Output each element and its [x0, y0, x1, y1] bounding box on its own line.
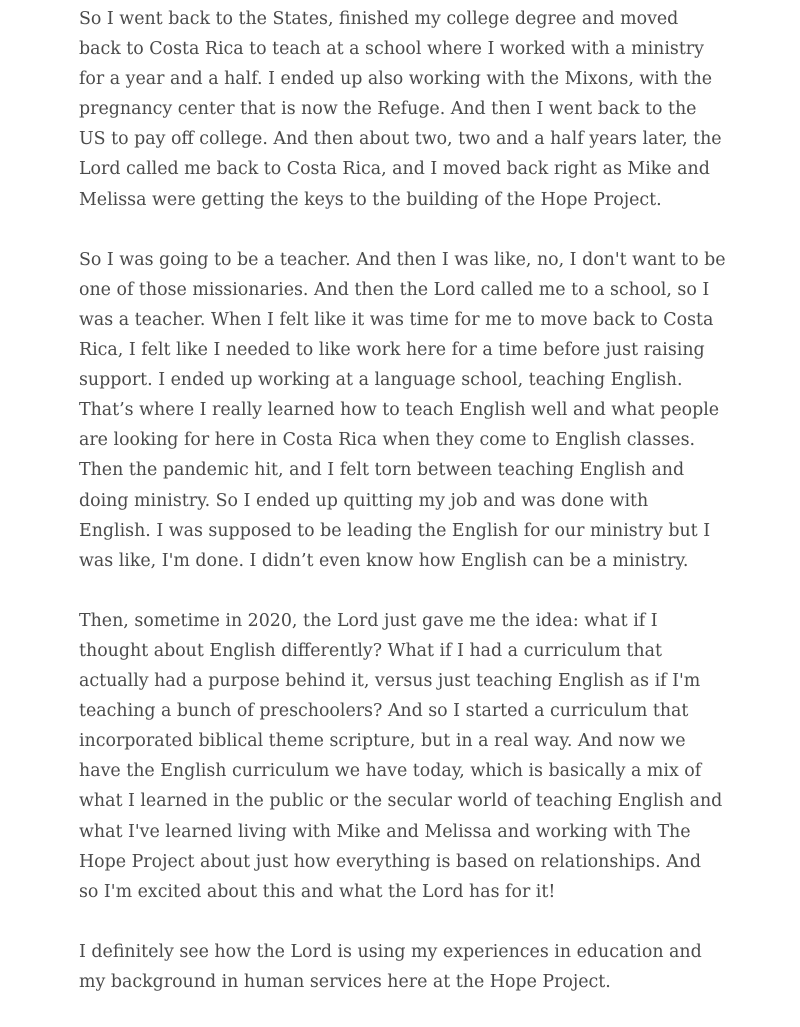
text-line: support. I ended up working at a language school, teaching English.: [79, 370, 683, 391]
document-body: [79, 4, 729, 1027]
text-line: actually had a purpose behind it, versus just teaching English as if I'm: [79, 671, 701, 692]
text-line: That’s where I really learned how to teach English well and what people: [79, 400, 720, 421]
text-line: was a teacher. When I felt like it was time for me to move back to Costa: [79, 309, 714, 330]
text-line: what I learned in the public or the secular world of teaching English and: [79, 791, 723, 812]
text-line: for a year and a half. I ended up also working with the Mixons, with the: [79, 69, 713, 90]
text-line: teaching a bunch of preschoolers? And so I started a curriculum that: [79, 701, 689, 722]
text-line: Then, sometime in 2020, the Lord just gave me the idea: what if I: [79, 610, 658, 631]
text-line: are looking for here in Costa Rica when they come to English classes.: [79, 430, 696, 451]
text-line: English. I was supposed to be leading the English for our ministry but I: [79, 520, 711, 541]
text-line: have the English curriculum we have today, which is basically a mix of: [79, 761, 702, 782]
text-line: back to Costa Rica to teach at a school where I worked with a ministry: [79, 39, 704, 60]
text-line: incorporated biblical theme scripture, but in a real way. And now we: [79, 731, 686, 752]
text-line: thought about English differently? What if I had a curriculum that: [79, 640, 662, 661]
text-line: pregnancy center that is now the Refuge. And then I went back to the: [79, 99, 697, 120]
text-line: Hope Project about just how everything is based on relationships. And: [79, 851, 702, 872]
text-line: was like, I'm done. I didn’t even know how English can be a ministry.: [79, 550, 689, 571]
text-line: US to pay off college. And then about two, two and a half years later, the: [79, 129, 722, 150]
paragraph-return-to-costa-rica: [79, 4, 729, 215]
paragraph-conclusion: [79, 937, 729, 997]
text-line: Rica, I felt like I needed to like work here for a time before just raising: [79, 340, 705, 361]
text-line: Melissa were getting the keys to the building of the Hope Project.: [79, 189, 662, 210]
text-line: one of those missionaries. And then the Lord called me to a school, so I: [79, 279, 710, 300]
text-line: so I'm excited about this and what the Lord has for it!: [79, 881, 556, 902]
text-line: So I went back to the States, finished my college degree and moved: [79, 9, 679, 29]
text-line: what I've learned living with Mike and Melissa and working with The: [79, 821, 691, 842]
paragraph-curriculum: [79, 606, 729, 907]
text-line: I definitely see how the Lord is using my experiences in education and: [79, 941, 702, 962]
text-line: my background in human services here at the Hope Project.: [79, 972, 611, 992]
text-line: Then the pandemic hit, and I felt torn between teaching English and: [79, 460, 685, 481]
text-line: Lord called me back to Costa Rica, and I moved back right as Mike and: [79, 159, 710, 180]
paragraph-teaching-english: [79, 245, 729, 576]
text-line: doing ministry. So I ended up quitting my job and was done with: [79, 490, 649, 511]
text-line: So I was going to be a teacher. And then I was like, no, I don't want to be: [79, 249, 726, 270]
